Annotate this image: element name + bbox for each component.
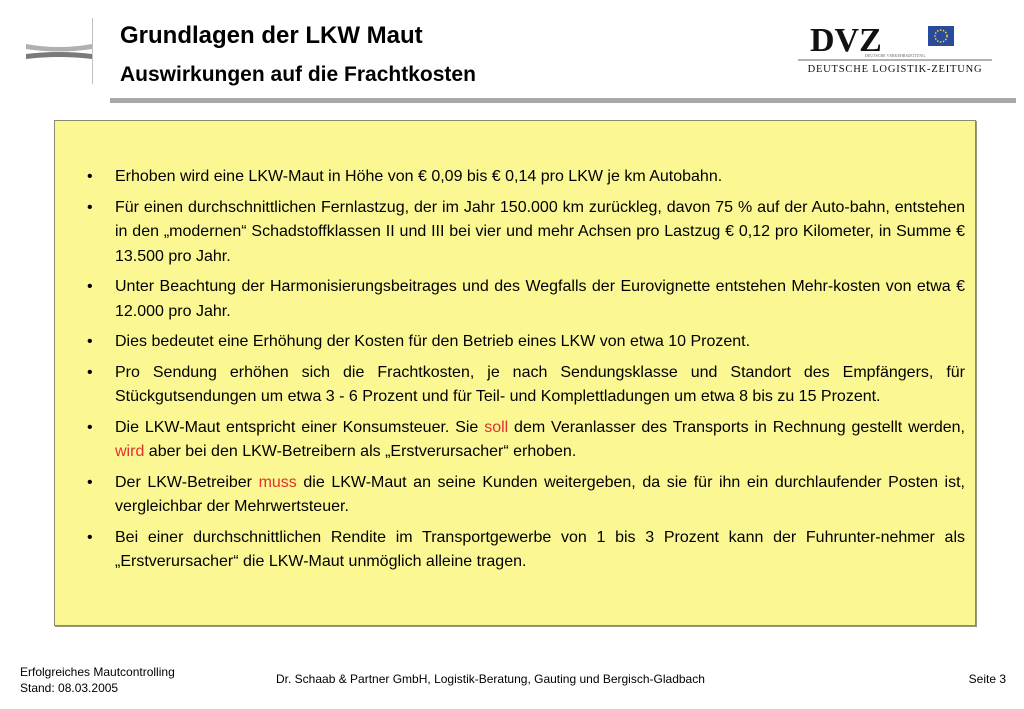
footer-left — [20, 664, 175, 696]
page-title: Grundlagen der LKW Maut — [120, 22, 423, 49]
company-logo — [24, 18, 94, 88]
bullet-text: Bei einer durchschnittlichen Rendite im Transportgewerbe von 1 bis 3 Prozent kann der Fuhrunter-nehmer als „Erstverursacher“ die LKW-Maut unmöglich alleine tragen. — [115, 528, 965, 570]
bullet-list — [87, 165, 965, 581]
page-number: Seite 3 — [968, 672, 1006, 686]
bullet-item — [87, 275, 965, 324]
bullet-text: Erhoben wird eine LKW-Maut in Höhe von € 0,09 bis € 0,14 pro LKW je km Autobahn. — [115, 168, 723, 185]
bullet-text: Die LKW-Maut entspricht einer Konsumsteuer. Sie — [115, 418, 485, 436]
bullet-item — [87, 361, 965, 410]
bullet-text: Der LKW-Betreiber — [115, 473, 259, 491]
bullet-marker: • — [87, 418, 93, 436]
bullet-marker: • — [87, 278, 93, 295]
bullet-item — [87, 330, 965, 355]
dvz-logo-name: DVZ — [810, 22, 882, 59]
bullet-item — [87, 471, 965, 520]
footer-company: Dr. Schaab & Partner GmbH, Logistik-Beratung, Gauting und Bergisch-Gladbach — [276, 672, 705, 686]
header-divider — [92, 18, 93, 84]
bullet-text: Unter Beachtung der Harmonisierungsbeitrages und des Wegfalls der Eurovignette entstehen Mehr-kosten von etwa € 12.000 pro Jahr. — [115, 278, 965, 320]
bullet-marker: • — [87, 363, 93, 381]
bullet-marker: • — [87, 473, 93, 491]
bullet-text: Dies bedeutet eine Erhöhung der Kosten für den Betrieb eines LKW von etwa 10 Prozent. — [115, 333, 751, 350]
bullet-marker: • — [87, 528, 93, 546]
footer-date: Stand: 08.03.2005 — [20, 681, 119, 695]
bullet-item — [87, 165, 965, 190]
bullet-text: dem Veranlasser des Transports in Rechnung gestellt werden, — [508, 418, 966, 436]
bullet-item — [87, 526, 965, 575]
highlighted-word: wird — [115, 443, 145, 460]
bullet-marker: • — [87, 333, 93, 350]
dvz-logo-small-text: DEUTSCHE VERKEHRSZEITUNG — [864, 53, 926, 58]
bullet-text: aber bei den LKW-Betreibern als „Erstverursacher“ erhoben. — [144, 443, 577, 460]
page-subtitle: Auswirkungen auf die Frachtkosten — [120, 63, 476, 86]
footer-project: Erfolgreiches Mautcontrolling — [20, 665, 175, 679]
dvz-logo — [780, 20, 1010, 80]
bullet-text: die LKW-Maut an seine Kunden weitergeben, da sie für ihn ein durchlaufender Posten ist, vergleichbar der Mehrwertsteuer. — [115, 473, 965, 515]
dvz-logo-tagline: DEUTSCHE LOGISTIK-ZEITUNG — [807, 64, 983, 75]
bullet-text: Pro Sendung erhöhen sich die Frachtkosten, je nach Sendungsklasse und Standort des Empfängers, für Stückgutsendungen um etwa 3 - 6 Prozent und für Teil- und Komplettladungen um etwa 8 bis zu 15 Prozent. — [115, 363, 965, 405]
content-box — [54, 120, 976, 626]
bullet-text: Für einen durchschnittlichen Fernlastzug, der im Jahr 150.000 km zurückleg, davon 75 % auf der Auto-bahn, entstehen in den „modernen“ Schadstoffklassen II und III bei vier und mehr Achsen pro Lastzug € 0,12 pro Kilometer, in Summe € 13.500 pro Jahr. — [115, 198, 965, 265]
highlighted-word: soll — [484, 418, 509, 436]
bullet-marker: • — [87, 168, 93, 185]
highlighted-word: muss — [258, 473, 297, 491]
bullet-item — [87, 416, 965, 465]
bullet-marker: • — [87, 198, 93, 216]
header-rule — [110, 98, 1016, 103]
bullet-item — [87, 196, 965, 270]
